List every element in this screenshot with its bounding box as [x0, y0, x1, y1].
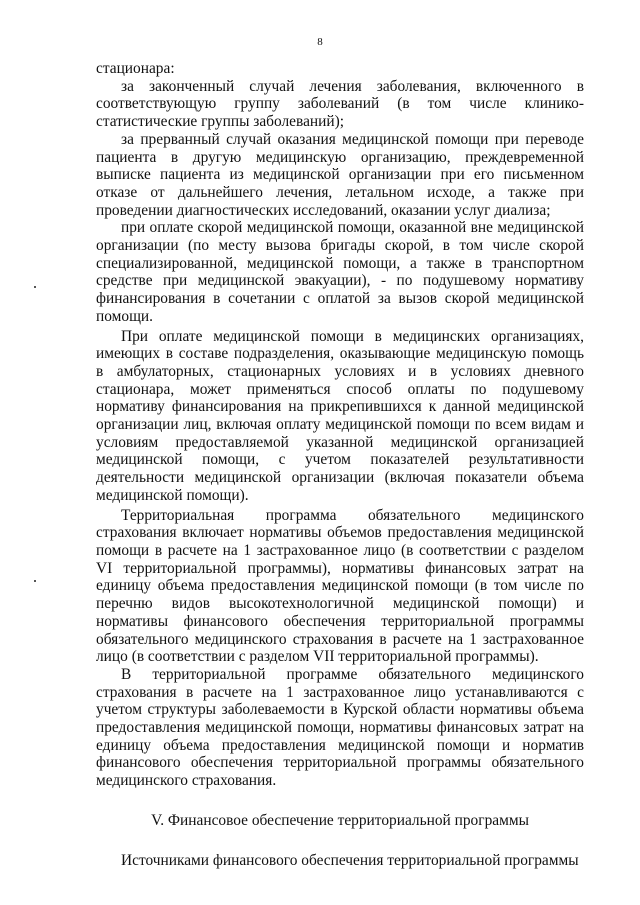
paragraph: В территориальной программе обязательного медицинского страхования в расчете на 1 застрахованное лицо устанавливаются с учетом структуры заболеваемости в Курской области нормативы объема предоставления медицинской помощи, нормативы финансовых затрат на единицу объема предоставления медицинской помощи и норматив финансового обеспечения территориальной программы обязательного медицинского страхования.	[96, 665, 584, 790]
paragraph: за законченный случай лечения заболевания, включенного в соответствующую группу заболеваний (в том числе клинико-статистические группы заболеваний);	[96, 77, 584, 131]
section-heading: V. Финансовое обеспечение территориальной программы	[151, 811, 529, 829]
scan-mark	[34, 286, 36, 288]
paragraph: стационара:	[96, 60, 175, 77]
paragraph: Территориальная программа обязательного медицинского страхования включает нормативы объемов предоставления медицинской помощи в расчете на 1 застрахованное лицо (в соответствии с разделом VI территориальной программы), нормативы финансовых затрат на единицу объема предоставления медицинской помощи (в том числе по перечню видов высокотехнологичной медицинской помощи) и нормативы финансового обеспечения территориальной программы обязательного медицинского страхования в расчете на 1 застрахованное лицо (в соответствии с разделом VII территориальной программы).	[96, 506, 584, 666]
document-body	[96, 60, 584, 869]
paragraph: При оплате медицинской помощи в медицинских организациях, имеющих в составе подразделения, оказывающие медицинскую помощь в амбулаторных, стационарных условиях и в условиях дневного стационара, может применяться способ оплаты по подушевому нормативу финансирования на прикрепившихся к данной медицинской организации лиц, включая оплату медицинской помощи по всем видам и условиям предоставляемой указанной медицинской организацией медицинской помощи, с учетом показателей результативности деятельности медицинской организации (включая показатели объема медицинской помощи).	[96, 327, 584, 504]
scan-mark	[34, 580, 36, 582]
paragraph: за прерванный случай оказания медицинской помощи при переводе пациента в другую медицинскую организацию, преждевременной выписке пациента из медицинской организации при его письменном отказе от дальнейшего лечения, летальном исходе, а также при проведении диагностических исследований, оказании услуг диализа;	[96, 130, 584, 219]
page-number: 8	[317, 36, 323, 48]
paragraph: при оплате скорой медицинской помощи, оказанной вне медицинской организации (по месту вызова бригады скорой, в том числе скорой специализированной, медицинской помощи, а также в транспортном средстве при медицинской эвакуации), - по подушевому нормативу финансирования в сочетании с оплатой за вызов скорой медицинской помощи.	[96, 219, 584, 325]
paragraph: Источниками финансового обеспечения территориальной программы	[121, 851, 579, 869]
